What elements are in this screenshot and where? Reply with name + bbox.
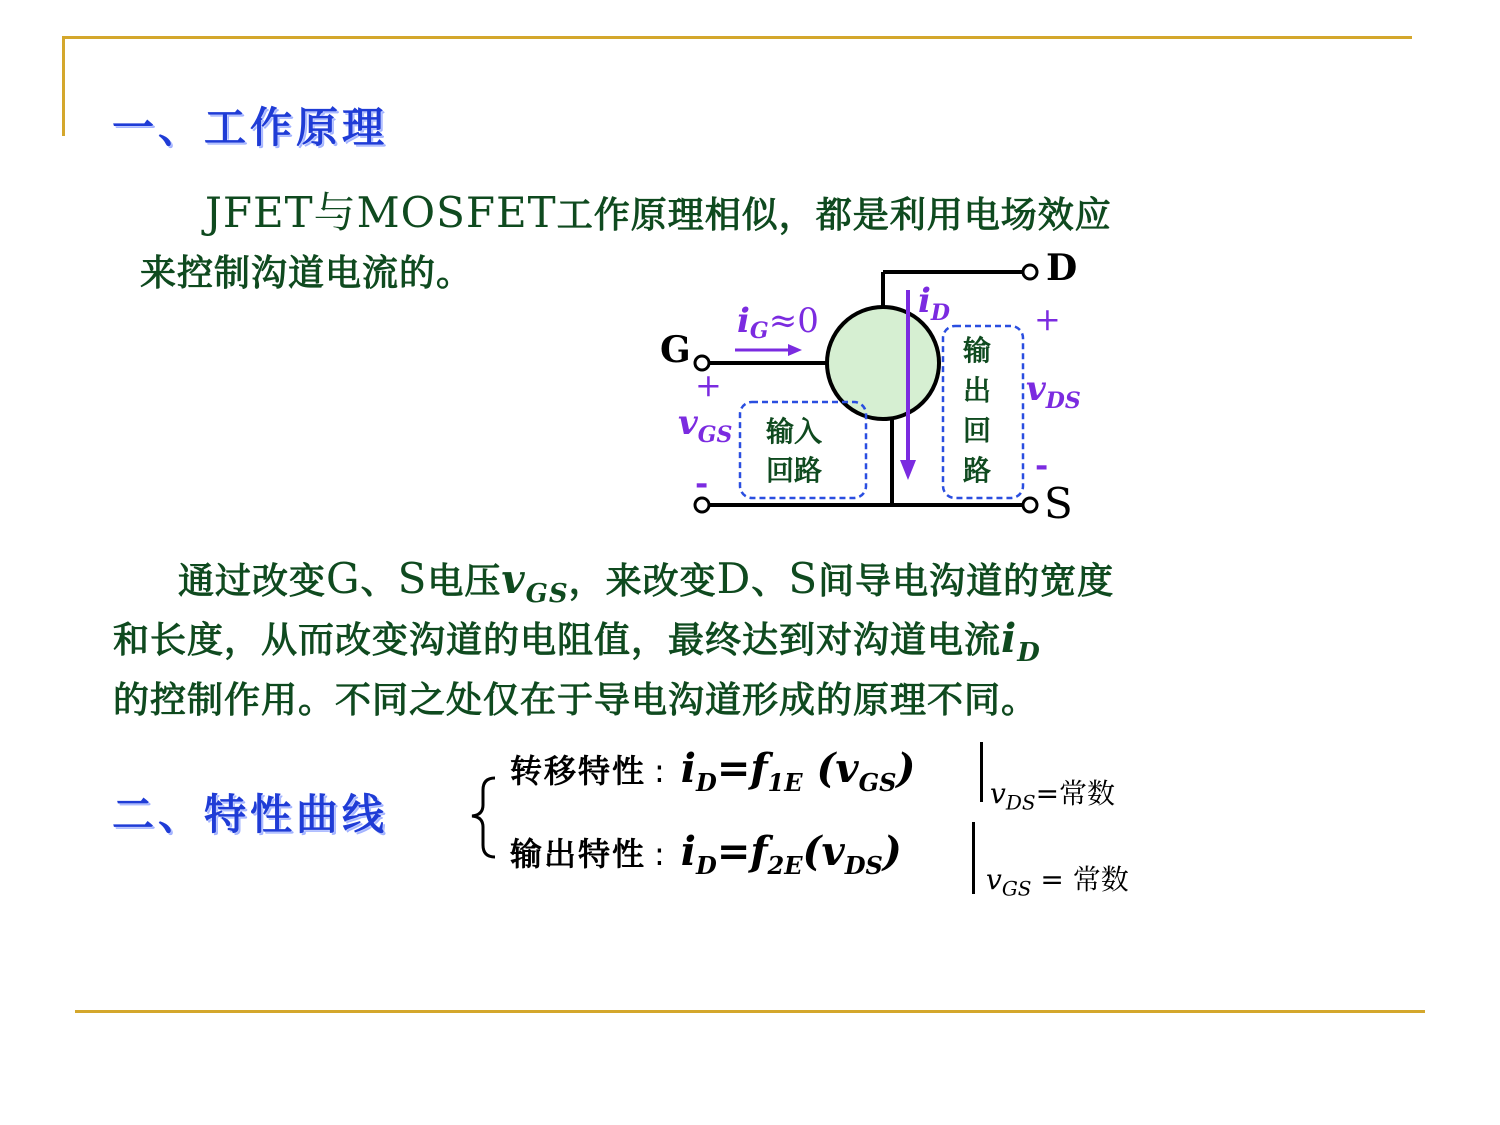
input-loop-label-2: 回路 xyxy=(766,454,823,487)
output-loop-label-4: 路 xyxy=(963,454,992,487)
ig-arrow-head xyxy=(788,344,802,356)
section2-title: 二、特性曲线 xyxy=(112,790,389,839)
symbol-d: D xyxy=(716,554,752,603)
body-text: 和长度，从而改变沟道的电阻值，最终达到对沟道电流 xyxy=(113,620,1002,661)
body-line-3: 的控制作用。不同之处仅在于导电沟道形成的原理不同。 xyxy=(113,680,1039,721)
transfer-colon: : xyxy=(654,752,667,790)
body-text: ，来改变 xyxy=(568,561,717,602)
brace-icon xyxy=(472,778,495,857)
output-condition-bar xyxy=(972,822,975,894)
intro-acronyms: JFET与MOSFET xyxy=(205,188,557,237)
plus-right: + xyxy=(1034,300,1061,338)
body-text: 、 xyxy=(751,561,789,602)
transfer-characteristic-formula xyxy=(510,745,915,797)
output-loop-label-1: 输 xyxy=(963,334,992,367)
plus-left: + xyxy=(695,366,722,404)
intro-line-2: 来控制沟道电流的。 xyxy=(140,253,474,294)
transfer-condition: $v_{DS}=$常数 xyxy=(990,777,1116,815)
source-terminal-right xyxy=(1023,498,1037,512)
label-ig: iG≈0 xyxy=(737,301,819,344)
symbol-g: G xyxy=(326,554,361,603)
intro-line-1-rest: 工作原理相似，都是利用电场效应 xyxy=(556,195,1112,236)
label-vds: $v_{DS}$ xyxy=(1026,369,1081,414)
drain-terminal xyxy=(1023,265,1037,279)
body-text: 电压 xyxy=(427,561,502,602)
symbol-vgs: $v_{GS}$ xyxy=(501,556,569,609)
input-loop-label-1: 输入 xyxy=(766,415,823,448)
output-loop-label-2: 出 xyxy=(963,374,992,407)
symbol-s: S xyxy=(397,554,428,603)
id-arrow-head xyxy=(900,460,916,480)
output-condition: $v_{GS}$ = 常数 xyxy=(986,863,1129,901)
output-equation: $i_D=f_{2E}(v_{DS})$ xyxy=(680,828,902,880)
symbol-s: S xyxy=(788,554,819,603)
body-text: 通过改变 xyxy=(178,561,327,602)
output-characteristic-formula xyxy=(510,828,902,880)
symbol-id: $i_D$ xyxy=(1001,615,1041,668)
output-colon: : xyxy=(654,835,667,873)
section1-title: 一、工作原理 xyxy=(112,103,389,152)
minus-right: - xyxy=(1035,446,1049,484)
body-text: 、 xyxy=(360,561,398,602)
minus-left: - xyxy=(695,464,709,502)
output-loop-label-3: 回 xyxy=(963,414,992,447)
label-d: D xyxy=(1046,247,1078,289)
body-line-1 xyxy=(178,553,1114,609)
transfer-label: 转移特性 xyxy=(510,752,647,790)
transfer-condition-bar xyxy=(980,742,983,802)
label-vgs: $v_{GS}$ xyxy=(678,403,733,448)
body-text: 间导电沟道的宽度 xyxy=(818,561,1115,602)
label-s: S xyxy=(1044,479,1073,528)
body-line-2 xyxy=(113,612,1041,668)
transfer-equation: $i_D=f_{1E}$ $(v_{GS})$ xyxy=(680,745,916,797)
label-g: G xyxy=(660,329,691,371)
label-id: $i_D$ xyxy=(918,281,950,326)
output-label: 输出特性 xyxy=(510,835,647,873)
